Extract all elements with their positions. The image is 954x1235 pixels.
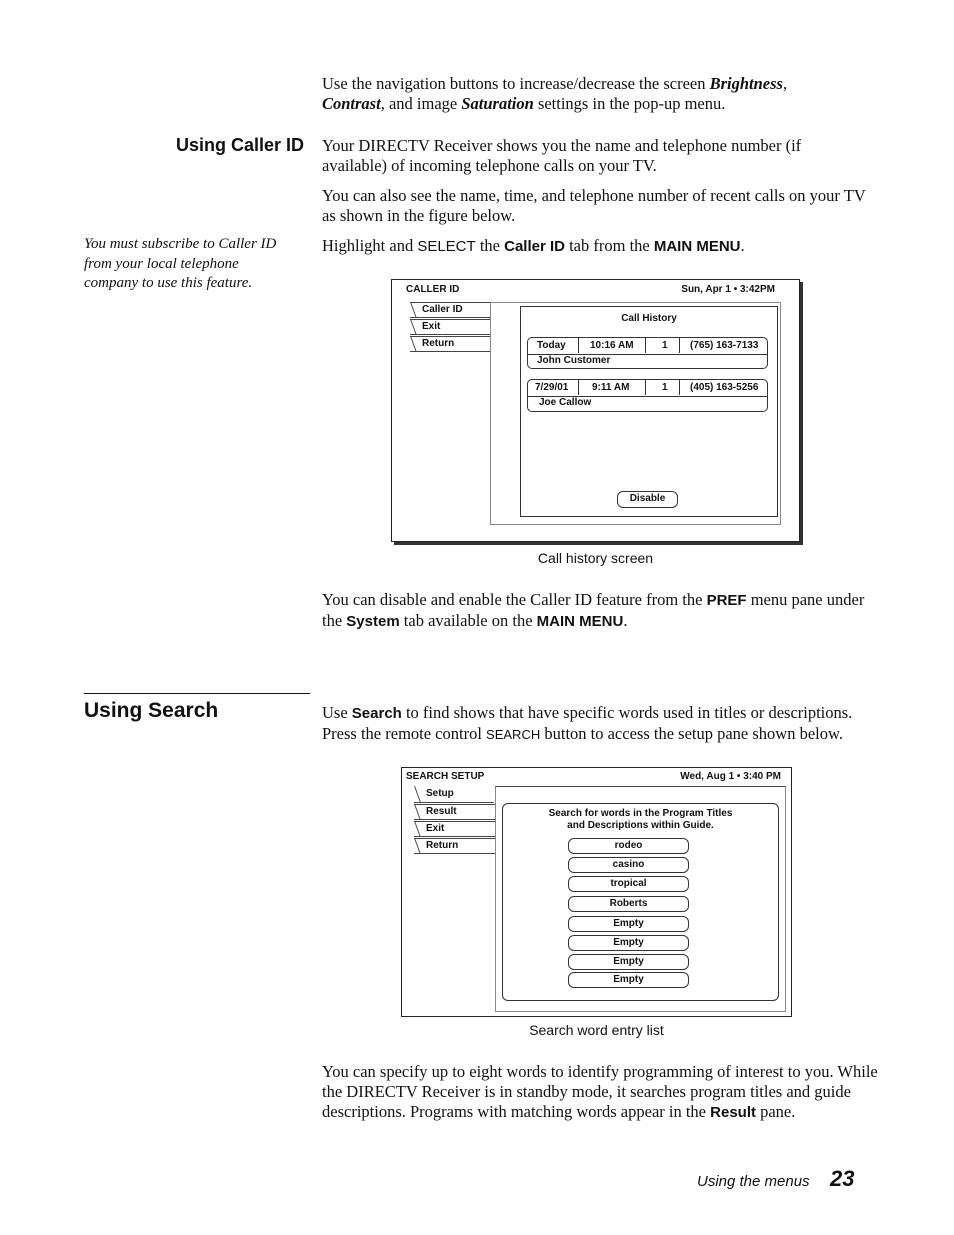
main-menu-term: MAIN MENU [653,238,741,255]
main-menu-term: MAIN MENU [536,613,624,630]
call-count: 1 [662,340,668,351]
text-run: the [475,236,505,255]
call-record-row [528,338,767,355]
text-run: pane. [755,1102,796,1121]
text-run: You can specify up to eight words to identify programming of interest to you. While the DIRECTV Receiver is in standby mode, it searches program titles and guide descriptions. Programs with matching words appear in the [322,1062,878,1121]
caller-id-paragraph-1: Your DIRECTV Receiver shows you the name and telephone number (if available) of incoming telephone calls on your TV. [322,136,802,175]
search-word-slot[interactable]: Roberts [568,896,689,912]
call-record[interactable] [527,337,768,369]
text-run: You can disable and enable the Caller ID feature from the [322,590,707,609]
page-number: 23 [830,1166,855,1191]
select-button-term: SELECT [417,238,476,255]
system-tab-term: System [346,613,400,630]
tab-exit[interactable]: Exit [414,821,495,837]
result-pane-term: Result [710,1104,756,1121]
intro-text: Use the navigation buttons to increase/decrease the screen [322,74,710,93]
divider [679,338,680,353]
text-run: tab available on the [399,611,537,630]
text-run: tab from the [564,236,654,255]
call-time: 9:11 AM [592,382,630,393]
divider [578,338,579,353]
saturation-term: Saturation [461,94,534,113]
search-pane-title [503,808,778,832]
screen-title: SEARCH SETUP [406,771,485,782]
intro-paragraph [322,74,882,114]
search-paragraph-2 [322,1062,882,1123]
tab-return[interactable]: Return [410,336,490,352]
search-heading: Using Search [84,699,219,722]
search-pane-title-line: and Descriptions within Guide. [567,820,714,831]
text-run: . [740,236,745,255]
search-word-slot[interactable]: tropical [568,876,689,892]
text-run: to find shows that have specific words used in titles or descriptions. Press the remote control [322,703,853,743]
text-run: Use [322,703,352,722]
search-word-slot[interactable]: Empty [568,954,689,970]
brightness-term: Brightness [709,74,783,93]
call-record-row [528,380,767,397]
divider [679,380,680,395]
divider [645,380,646,395]
text-run: Highlight and [322,236,418,255]
caller-id-screen [391,279,800,542]
text-run: button to access the setup pane shown below. [540,724,843,743]
call-date: Today [537,340,566,351]
call-date: 7/29/01 [535,382,569,393]
call-phone: (405) 163-5256 [690,382,759,393]
call-history-title: Call History [621,313,677,324]
call-phone: (765) 163-7133 [690,340,759,351]
call-history-pane [520,306,778,517]
contrast-term: Contrast [322,94,381,113]
search-word-slot[interactable]: Empty [568,916,689,932]
search-pane-title-line: Search for words in the Program Titles [548,808,733,819]
screen-datetime: Wed, Aug 1 • 3:40 PM [680,771,781,782]
divider [578,380,579,395]
search-word-slot[interactable]: Empty [568,972,689,988]
section-rule [84,693,310,694]
search-word-slot[interactable]: Empty [568,935,689,951]
footer-section-name: Using the menus [697,1173,810,1190]
search-list-caption: Search word entry list [529,1022,664,1038]
intro-text: , [782,74,788,93]
call-history-caption: Call history screen [537,550,654,566]
caller-id-paragraph-3 [322,236,882,257]
screen-title: CALLER ID [406,284,460,295]
text-run: menu pane under the [322,590,865,630]
call-count: 1 [662,382,668,393]
tab-setup[interactable]: Setup [414,787,494,803]
caller-id-paragraph-4 [322,590,867,632]
pref-term: PREF [706,592,747,609]
intro-text: , and image [380,94,462,113]
disable-button[interactable]: Disable [617,491,678,508]
intro-text: settings in the pop-up menu. [533,94,726,113]
tab-exit[interactable]: Exit [410,319,490,335]
search-word-slot[interactable]: rodeo [568,838,689,854]
caller-id-tab-term: Caller ID [504,238,565,255]
tab-return[interactable]: Return [414,838,495,854]
caller-id-heading: Using Caller ID [176,135,305,155]
search-term: Search [351,705,402,722]
search-button-term: SEARCH [486,727,541,742]
caller-name: John Customer [537,355,611,366]
divider [645,338,646,353]
tab-result[interactable]: Result [414,804,495,820]
call-record[interactable] [527,379,768,412]
screen-datetime: Sun, Apr 1 • 3:42PM [681,284,775,295]
search-setup-screen [401,767,792,1017]
caller-id-margin-note: You must subscribe to Caller ID from your local telephone company to use this feature. [84,236,277,291]
text-run: . [623,611,628,630]
call-time: 10:16 AM [590,340,634,351]
caller-name: Joe Callow [539,397,592,408]
search-pane [502,803,779,1001]
caller-id-paragraph-2: You can also see the name, time, and telephone number of recent calls on your TV as shown in the figure below. [322,186,866,225]
search-word-slot[interactable]: casino [568,857,689,873]
search-paragraph-1 [322,703,884,745]
tab-caller-id[interactable]: Caller ID [410,302,490,318]
